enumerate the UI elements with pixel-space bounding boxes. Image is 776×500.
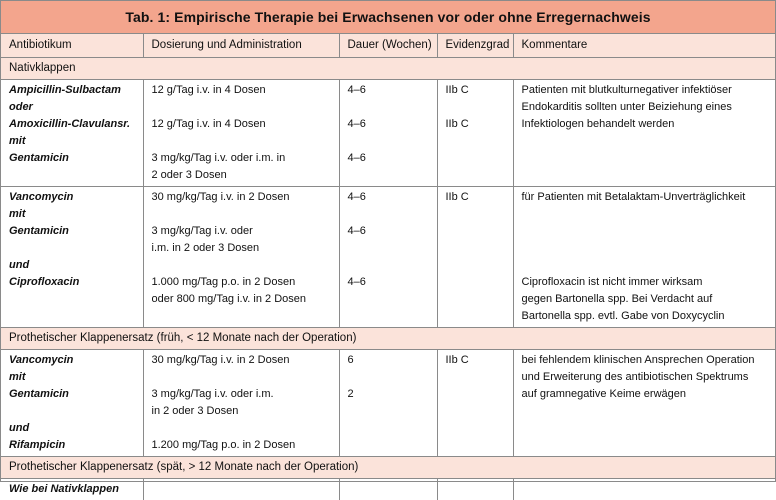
cell-line [522,223,776,240]
cell-line [522,437,776,454]
cell-line: i.m. in 2 oder 3 Dosen [152,240,339,257]
cell-line: 6 [348,352,437,369]
cell-line [446,403,513,420]
header-dosierung: Dosierung und Administration [143,34,339,58]
cell-line: oder [9,99,143,116]
cell-line: Amoxicillin-Clavulansr. [9,116,143,133]
section-label: Prothetischer Klappenersatz (früh, < 12 Monate nach der Operation) [1,328,775,350]
cell-line [522,206,776,223]
cell-line [348,291,437,308]
cell-line [522,403,776,420]
cell-line: und Erweiterung des antibiotischen Spektrums [522,369,776,386]
cell-line [446,481,513,498]
cell-line: und [9,257,143,274]
therapy-table [1,34,775,500]
section-row [1,328,775,350]
cell-line: in 2 oder 3 Dosen [152,403,339,420]
cell-line [522,133,776,150]
cell-line: 12 g/Tag i.v. in 4 Dosen [152,82,339,99]
cell-line: 1.000 mg/Tag p.o. in 2 Dosen [152,274,339,291]
cell-line [9,167,143,184]
header-dauer: Dauer (Wochen) [339,34,437,58]
cell-line [446,206,513,223]
cell-line: mit [9,206,143,223]
dauer-cell [339,479,437,500]
cell-line [446,291,513,308]
cell-line: Ciprofloxacin [9,274,143,291]
cell-line [446,167,513,184]
cell-line: 4–6 [348,150,437,167]
header-evidenzgrad: Evidenzgrad [437,34,513,58]
cell-line [152,206,339,223]
cell-line [348,257,437,274]
evidenzgrad-cell [437,350,513,457]
cell-line: IIb C [446,82,513,99]
cell-line [348,308,437,325]
cell-line [522,150,776,167]
dosierung-cell [143,350,339,457]
cell-line: 4–6 [348,82,437,99]
cell-line [446,99,513,116]
cell-line: Infektiologen behandelt werden [522,116,776,133]
cell-line [348,99,437,116]
cell-line [9,240,143,257]
cell-line: 30 mg/kg/Tag i.v. in 2 Dosen [152,189,339,206]
cell-line: Vancomycin [9,352,143,369]
cell-line: bei fehlendem klinischen Ansprechen Operation [522,352,776,369]
cell-line: auf gramnegative Keime erwägen [522,386,776,403]
cell-line: 3 mg/kg/Tag i.v. oder i.m. [152,386,339,403]
section-label: Prothetischer Klappenersatz (spät, > 12 Monate nach der Operation) [1,457,775,479]
cell-line: Gentamicin [9,223,143,240]
cell-line: Vancomycin [9,189,143,206]
cell-line: für Patienten mit Betalaktam-Unverträglichkeit [522,189,776,206]
cell-line [152,308,339,325]
cell-line: Wie bei Nativklappen [9,481,143,498]
cell-line: 1.200 mg/Tag p.o. in 2 Dosen [152,437,339,454]
header-kommentare: Kommentare [513,34,775,58]
dosierung-cell [143,187,339,328]
cell-line [348,481,437,498]
cell-line [348,437,437,454]
header-row [1,34,775,58]
cell-line: gegen Bartonella spp. Bei Verdacht auf [522,291,776,308]
cell-line [446,386,513,403]
cell-line: IIb C [446,352,513,369]
header-antibiotikum: Antibiotikum [1,34,143,58]
evidenzgrad-cell [437,80,513,187]
cell-line [348,240,437,257]
cell-line [152,420,339,437]
cell-line: 12 g/Tag i.v. in 4 Dosen [152,116,339,133]
cell-line [522,481,776,498]
kommentar-cell [513,350,775,457]
cell-line [9,291,143,308]
evidenzgrad-cell [437,187,513,328]
cell-line: oder 800 mg/Tag i.v. in 2 Dosen [152,291,339,308]
cell-line: Patienten mit blutkulturnegativer infektiöser [522,82,776,99]
table-row [1,479,775,500]
cell-line: Rifampicin [9,437,143,454]
section-row [1,58,775,80]
cell-line [9,403,143,420]
cell-line [348,369,437,386]
cell-line: Endokarditis sollten unter Beiziehung eines [522,99,776,116]
cell-line: und [9,420,143,437]
cell-line [152,257,339,274]
cell-line [522,240,776,257]
table-row [1,187,775,328]
cell-line: Gentamicin [9,386,143,403]
cell-line: 3 mg/kg/Tag i.v. oder [152,223,339,240]
cell-line: 30 mg/kg/Tag i.v. in 2 Dosen [152,352,339,369]
cell-line: IIb C [446,116,513,133]
cell-line [348,167,437,184]
cell-line [446,257,513,274]
cell-line [522,257,776,274]
cell-line: IIb C [446,189,513,206]
cell-line [152,99,339,116]
evidenzgrad-cell [437,479,513,500]
cell-line [152,133,339,150]
cell-line: 4–6 [348,223,437,240]
section-row [1,457,775,479]
cell-line: 3 mg/kg/Tag i.v. oder i.m. in [152,150,339,167]
cell-line [348,403,437,420]
dauer-cell [339,80,437,187]
kommentar-cell [513,80,775,187]
cell-line [446,240,513,257]
kommentar-cell [513,479,775,500]
cell-line: Bartonella spp. evtl. Gabe von Doxycyclin [522,308,776,325]
cell-line [446,437,513,454]
cell-line: 2 [348,386,437,403]
antibiotikum-cell [1,80,143,187]
table-row [1,80,775,187]
antibiotikum-cell [1,479,143,500]
cell-line [522,167,776,184]
cell-line [152,481,339,498]
cell-line [446,308,513,325]
cell-line: mit [9,369,143,386]
cell-line [9,308,143,325]
cell-line [446,420,513,437]
cell-line [152,369,339,386]
cell-line [446,274,513,291]
dosierung-cell [143,479,339,500]
dauer-cell [339,350,437,457]
cell-line [348,133,437,150]
cell-line [446,133,513,150]
cell-line [446,223,513,240]
dosierung-cell [143,80,339,187]
cell-line [348,206,437,223]
cell-line: 4–6 [348,274,437,291]
table-row [1,350,775,457]
cell-line [446,369,513,386]
cell-line: Ampicillin-Sulbactam [9,82,143,99]
cell-line: mit [9,133,143,150]
cell-line: Gentamicin [9,150,143,167]
cell-line [522,420,776,437]
antibiotikum-cell [1,350,143,457]
antibiotikum-cell [1,187,143,328]
cell-line: 4–6 [348,116,437,133]
table-title: Tab. 1: Empirische Therapie bei Erwachsenen vor oder ohne Erregernachweis [1,1,775,34]
cell-line: 4–6 [348,189,437,206]
cell-line [446,150,513,167]
section-label: Nativklappen [1,58,775,80]
table-body [1,58,775,500]
cell-line: Ciprofloxacin ist nicht immer wirksam [522,274,776,291]
kommentar-cell [513,187,775,328]
dauer-cell [339,187,437,328]
cell-line: 2 oder 3 Dosen [152,167,339,184]
cell-line [348,420,437,437]
